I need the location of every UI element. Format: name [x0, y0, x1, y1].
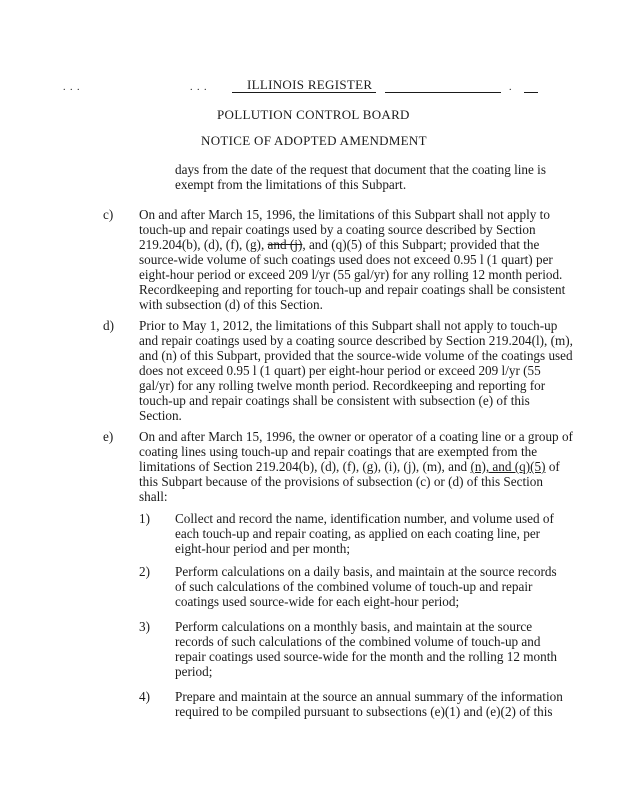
text-line: period; — [175, 664, 213, 679]
section-d-label: d) — [103, 318, 114, 333]
text-line: touch-up and repair coatings shall be consistent with subsection (e) of this — [139, 393, 530, 408]
text-line: required to be compiled pursuant to subsections (e)(1) and (e)(2) of this — [175, 704, 553, 719]
text-line: On and after March 15, 1996, the owner or operator of a coating line or a group of — [139, 429, 573, 444]
text-line: each touch-up and repair coating, as applied on each coating line, per — [175, 526, 541, 541]
text-line — [139, 237, 565, 252]
item-4-paragraph — [175, 689, 563, 719]
text-line: source-wide volume of such coatings used does not exceed 0.95 l (1 quart) per — [139, 252, 553, 267]
underlined-text: (n), and (q)(5) — [470, 459, 546, 474]
header-rule-left — [232, 92, 376, 93]
header-right-dot: . — [509, 82, 512, 93]
continuation-paragraph — [175, 162, 546, 192]
text-line: gal/yr) for any rolling twelve month period. Recordkeeping and reporting for — [139, 378, 546, 393]
text-fragment: , and (q)(5) of this Subpart; provided that the — [302, 237, 540, 252]
text-fragment: 219.204(b), (d), (f), (g), — [139, 237, 268, 252]
text-line: exempt from the limitations of this Subpart. — [175, 177, 407, 192]
text-line: and repair coatings used by a coating source described by Section 219.204(l), (m), — [139, 333, 573, 348]
text-line: Perform calculations on a monthly basis, and maintain at the source — [175, 619, 533, 634]
item-2-paragraph — [175, 564, 557, 609]
notice-title: NOTICE OF ADOPTED AMENDMENT — [201, 133, 427, 148]
text-line: coatings used source-wide for each eight-hour period; — [175, 594, 460, 609]
section-c-paragraph — [139, 207, 565, 312]
text-line: this Subpart because of the provisions of subsection (c) or (d) of this Section — [139, 474, 543, 489]
text-line: repair coatings used source-wide for the month and the rolling 12 month — [175, 649, 557, 664]
header-rule-right — [385, 92, 501, 93]
section-e-label: e) — [103, 429, 114, 444]
item-1-paragraph — [175, 511, 554, 556]
text-line: touch-up and repair coatings used by a coating source described by Section — [139, 222, 536, 237]
text-line: On and after March 15, 1996, the limitations of this Subpart shall not apply to — [139, 207, 550, 222]
section-e-paragraph — [139, 429, 573, 504]
item-3-label: 3) — [139, 619, 150, 634]
text-line: records of such calculations of the combined volume of touch-up and — [175, 634, 541, 649]
board-name: POLLUTION CONTROL BOARD — [217, 107, 410, 122]
text-line: Perform calculations on a daily basis, and maintain at the source records — [175, 564, 557, 579]
header-left-dots: . . . — [63, 82, 81, 93]
text-fragment: of — [545, 459, 560, 474]
item-1-label: 1) — [139, 511, 150, 526]
text-line: Collect and record the name, identification number, and volume used of — [175, 511, 554, 526]
text-line: Prior to May 1, 2012, the limitations of this Subpart shall not apply to touch-up — [139, 318, 558, 333]
text-line: of such calculations of the combined volume of touch-up and repair — [175, 579, 533, 594]
item-2-label: 2) — [139, 564, 150, 579]
text-line — [139, 459, 573, 474]
text-line: days from the date of the request that document that the coating line is — [175, 162, 546, 177]
text-line: and (n) of this Subpart, provided that the source-wide volume of the coatings used — [139, 348, 573, 363]
text-line: does not exceed 0.95 l (1 quart) per eight-hour period or exceed 209 l/yr (55 — [139, 363, 541, 378]
struck-text: and (j) — [267, 237, 303, 252]
text-line: Recordkeeping and reporting for touch-up and repair coatings shall be consistent — [139, 282, 566, 297]
text-line: Section. — [139, 408, 182, 423]
header-title: ILLINOIS REGISTER — [247, 77, 373, 92]
section-c-label: c) — [103, 207, 114, 222]
text-line: eight-hour period and per month; — [175, 541, 351, 556]
text-line: Prepare and maintain at the source an annual summary of the information — [175, 689, 563, 704]
item-4-label: 4) — [139, 689, 150, 704]
text-line: with subsection (d) of this Section. — [139, 297, 323, 312]
text-line: eight-hour period or exceed 209 l/yr (55 gal/yr) for any rolling 12 month period. — [139, 267, 563, 282]
section-d-paragraph — [139, 318, 573, 423]
text-line: shall: — [139, 489, 168, 504]
header-rule-end — [524, 92, 538, 93]
header-mid-dots: . . . — [190, 82, 208, 93]
item-3-paragraph — [175, 619, 557, 679]
text-fragment: limitations of Section 219.204(b), (d), (f), (g), (i), (j), (m), and — [139, 459, 471, 474]
text-line: coating lines using touch-up and repair coatings that are exempted from the — [139, 444, 538, 459]
